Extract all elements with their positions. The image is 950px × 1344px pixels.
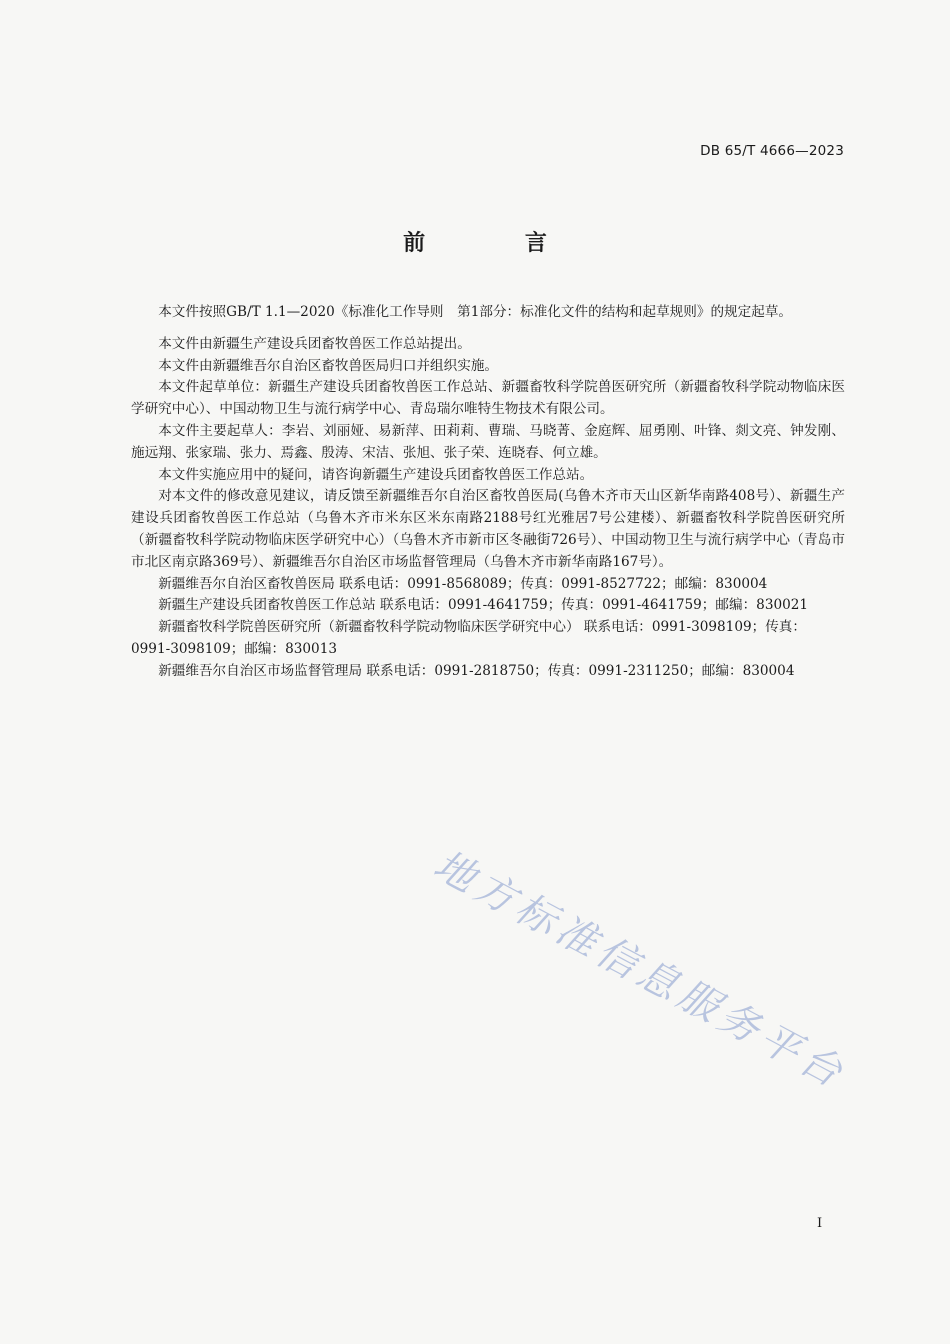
contact-line: 新疆维吾尔自治区畜牧兽医局 联系电话：0991-8568089；传真：0991-8527722；邮编：830004 bbox=[158, 575, 768, 592]
paragraph-drafting-units: 本文件起草单位：新疆生产建设兵团畜牧兽医工作总站、新疆畜牧科学院兽医研究所（新疆畜牧科学院动物临床医学研究中心）、中国动物卫生与流行病学中心、青岛瑞尔唯特生物技术有限公司。 bbox=[131, 379, 845, 418]
watermark-stamp: 地方标准信息服务平台 bbox=[426, 841, 854, 1099]
paragraph-proposer: 本文件由新疆生产建设兵团畜牧兽医工作总站提出。 bbox=[158, 335, 471, 352]
paragraph-drafting-rule: 本文件按照GB/T 1.1—2020《标准化工作导则 第1部分：标准化文件的结构和起草规则》的规定起草。 bbox=[158, 304, 793, 320]
document-body bbox=[131, 302, 845, 683]
contact-line: 新疆维吾尔自治区市场监督管理局 联系电话：0991-2818750；传真：0991-2311250；邮编：830004 bbox=[158, 662, 795, 679]
contact-line: 新疆畜牧科学院兽医研究所（新疆畜牧科学院动物临床医学研究中心） 联系电话：0991-3098109；传真：0991-3098109；邮编：830013 bbox=[131, 619, 806, 657]
paragraph-administrator: 本文件由新疆维吾尔自治区畜牧兽医局归口并组织实施。 bbox=[158, 357, 499, 374]
paragraph-inquiry: 本文件实施应用中的疑问，请咨询新疆生产建设兵团畜牧兽医工作总站。 bbox=[158, 466, 594, 483]
contact-line: 新疆生产建设兵团畜牧兽医工作总站 联系电话：0991-4641759；传真：0991-4641759；邮编：830021 bbox=[158, 597, 809, 614]
section-title: 前 言 bbox=[403, 231, 593, 256]
page-number: I bbox=[817, 1216, 823, 1231]
paragraph-feedback: 对本文件的修改意见建议，请反馈至新疆维吾尔自治区畜牧兽医局(乌鲁木齐市天山区新华南路408号）、新疆生产建设兵团畜牧兽医工作总站（乌鲁木齐市米东区米东南路2188号红光雅居7号公建楼）、新疆畜牧科学院兽医研究所（新疆畜牧科学院动物临床医学研究中心）（乌鲁木齐市新市区冬融街726号）、中国动物卫生与流行病学中心（青岛市市北区南京路369号）、新疆维吾尔自治区市场监督管理局（乌鲁木齐市新华南路167号）。 bbox=[131, 488, 845, 570]
paragraph-drafters: 本文件主要起草人：李岩、刘丽娅、易新萍、田莉莉、曹瑞、马晓菁、金庭辉、屈勇刚、叶锋、剡文亮、钟发刚、施远翔、张家瑞、张力、焉鑫、殷涛、宋洁、张旭、张子荣、连晓春、何立雄。 bbox=[131, 422, 845, 461]
document-code: DB 65/T 4666—2023 bbox=[700, 143, 844, 159]
